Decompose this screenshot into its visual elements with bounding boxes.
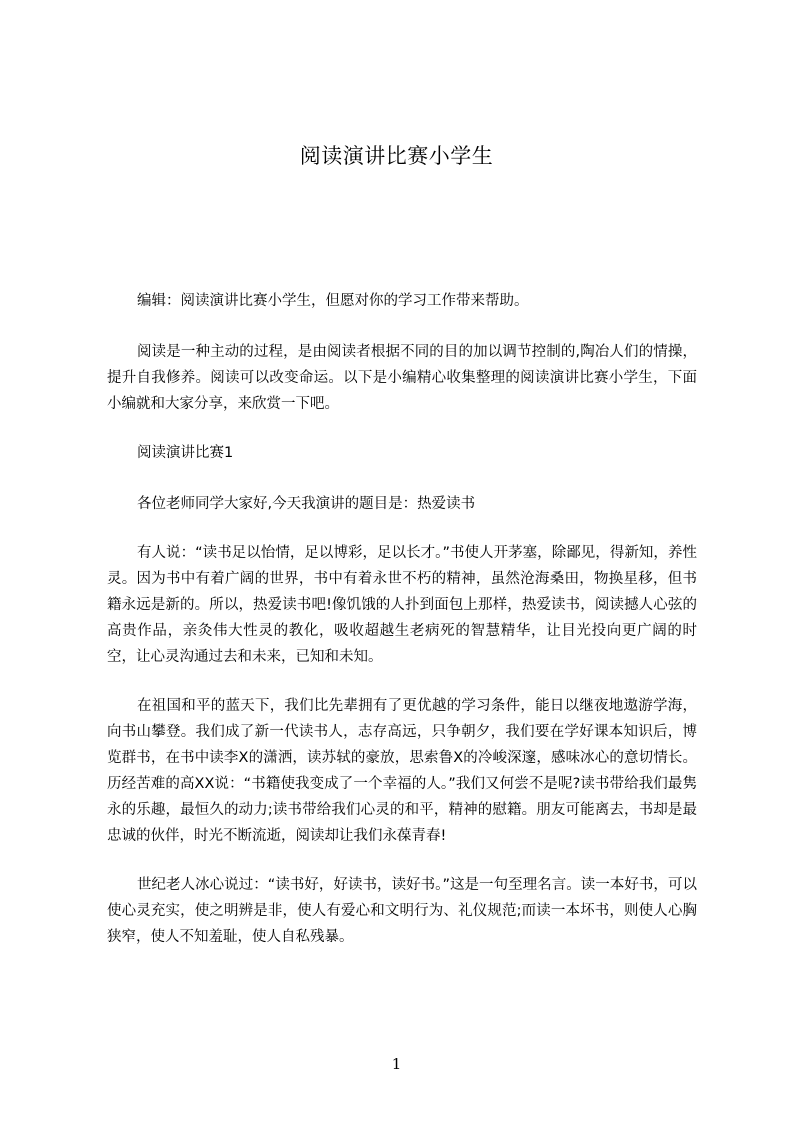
paragraph-intro: 阅读是一种主动的过程，是由阅读者根据不同的目的加以调节控制的,陶冶人们的情操，提升自我修养。阅读可以改变命运。以下是小编精心收集整理的阅读演讲比赛小学生，下面小编就和大家分享，来欣赏一下吧。	[107, 344, 697, 412]
paragraph-body-3: 世纪老人冰心说过：“读书好，好读书，读好书。”这是一句至理名言。读一本好书，可以使心灵充实，使之明辨是非，使人有爱心和文明行为、礼仪规范;而读一本坏书，则使人心胸狭窄，使人不知羞耻，使人自私残暴。	[107, 877, 697, 945]
paragraph-greeting: 各位老师同学大家好,今天我演讲的题目是：热爱读书	[137, 496, 476, 512]
paragraph-body-1: 有人说：“读书足以怡情，足以博彩，足以长才。”书使人开茅塞，除鄙见，得新知，养性灵。因为书中有着广阔的世界，书中有着永世不朽的精神，虽然沧海桑田，物换星移，但书籍永远是新的。所以，热爱读书吧!像饥饿的人扑到面包上那样，热爱读书，阅读撼人心弦的高贵作品，亲灸伟大性灵的教化，吸收超越生老病死的智慧精华，让目光投向更广阔的时空，让心灵沟通过去和未来，已知和未知。	[107, 545, 697, 665]
section-heading: 阅读演讲比赛1	[137, 445, 234, 461]
page-number: 1	[391, 1055, 402, 1073]
paragraph-editor-note: 编辑：阅读演讲比赛小学生，但愿对你的学习工作带来帮助。	[137, 293, 529, 309]
document-title: 阅读演讲比赛小学生	[299, 144, 494, 168]
document-body	[107, 288, 697, 950]
paragraph-body-2: 在祖国和平的蓝天下，我们比先辈拥有了更优越的学习条件，能日以继夜地遨游学海，向书山攀登。我们成了新一代读书人，志存高远，只争朝夕，我们要在学好课本知识后，博览群书，在书中读李Ⅹ的潇洒，读苏轼的豪放，思索鲁Ⅹ的冷峻深邃，感味冰心的意切情长。历经苦难的高XX说：“书籍使我变成了一个幸福的人。”我们又何尝不是呢?读书带给我们最隽永的乐趣，最恒久的动力;读书带给我们心灵的和平，精神的慰籍。朋友可能离去，书却是最忠诚的伙伴，时光不断流逝，阅读却让我们永葆青春!	[107, 698, 697, 844]
